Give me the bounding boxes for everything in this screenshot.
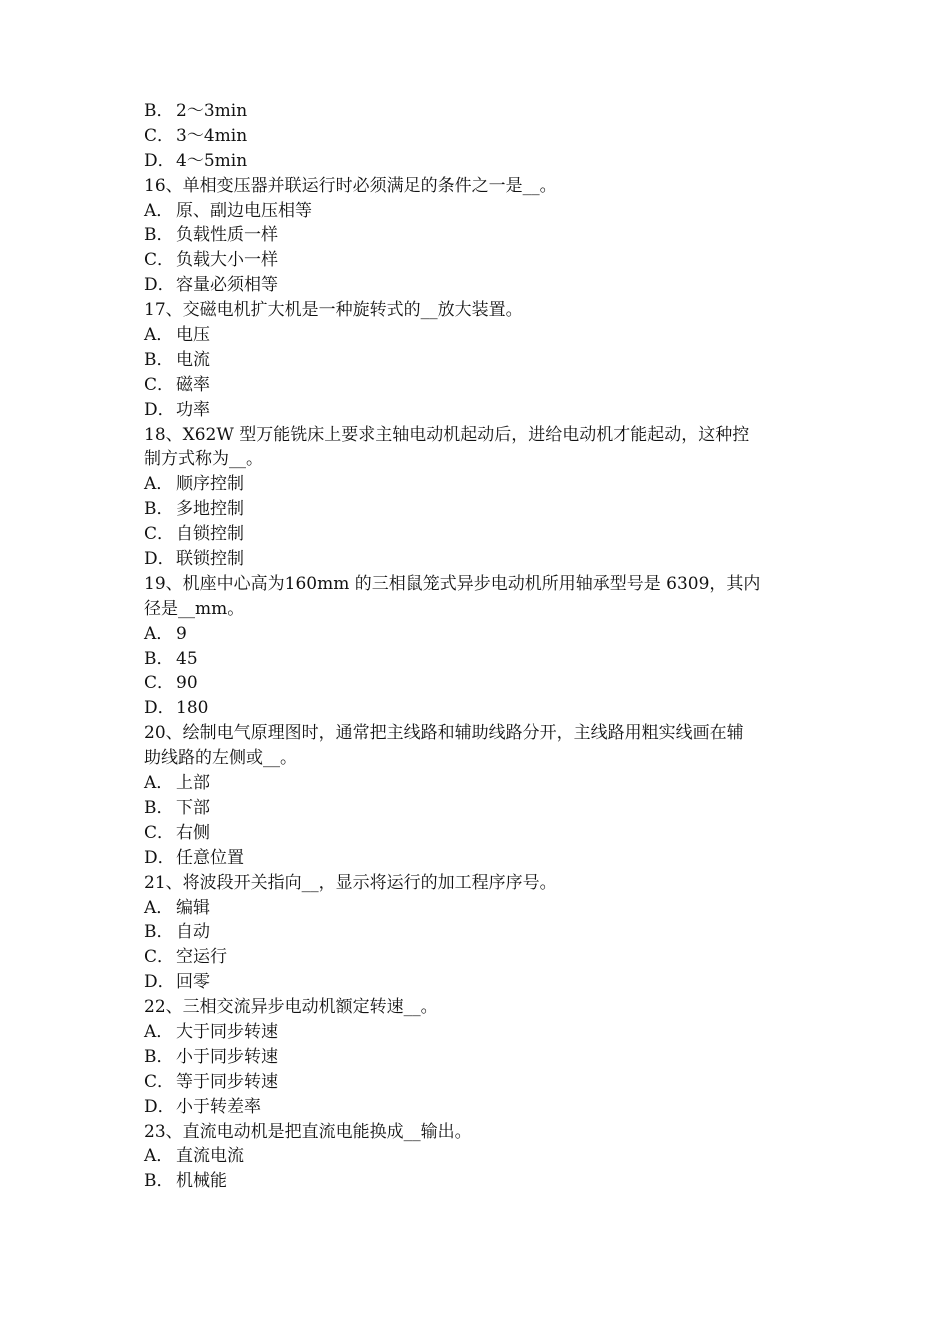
answer-option [144,696,814,721]
option-letter: C． [144,947,175,968]
option-text: 4～5min [176,150,248,171]
option-text: 多地控制 [176,499,244,520]
answer-option [144,1070,814,1095]
answer-option [144,497,814,522]
option-text: 机械能 [176,1171,227,1192]
answer-option [144,248,814,273]
option-text: 直流电流 [176,1146,244,1167]
option-letter: C． [144,250,175,271]
answer-option [144,647,814,672]
answer-option [144,622,814,647]
option-text: 小于同步转速 [176,1046,278,1067]
question-text: 制方式称为__。 [144,449,263,470]
option-text: 右侧 [176,822,210,843]
option-text: 负载性质一样 [176,225,278,246]
option-letter: B． [144,499,174,520]
option-letter: D． [144,275,175,296]
answer-option [144,796,814,821]
option-letter: B． [144,922,174,943]
option-text: 电流 [176,349,210,370]
option-text: 功率 [176,399,210,420]
option-letter: A． [144,623,174,644]
option-letter: A． [144,474,174,495]
option-letter: B． [144,797,174,818]
answer-option [144,1020,814,1045]
option-letter: A． [144,1146,174,1167]
answer-option [144,920,814,945]
answer-option [144,671,814,696]
answer-option [144,522,814,547]
exam-content [144,99,814,1194]
option-text: 顺序控制 [176,474,244,495]
option-letter: C． [144,1071,175,1092]
question-text: 22、三相交流异步电动机额定转速__。 [144,997,438,1018]
answer-option [144,199,814,224]
option-letter: C． [144,374,175,395]
question-text: 径是__mm。 [144,598,245,619]
option-text: 磁率 [176,374,210,395]
option-letter: A． [144,1021,174,1042]
option-letter: D． [144,399,175,420]
answer-option [144,223,814,248]
answer-option [144,149,814,174]
answer-option [144,348,814,373]
option-letter: D． [144,847,175,868]
option-letter: A． [144,200,174,221]
option-letter: C． [144,822,175,843]
option-text: 联锁控制 [176,549,244,570]
answer-option [144,398,814,423]
option-text: 电压 [176,325,210,346]
question-text: 17、交磁电机扩大机是一种旋转式的__放大装置。 [144,300,523,321]
option-text: 下部 [176,797,210,818]
answer-option [144,323,814,348]
answer-option [144,1095,814,1120]
question-text: 18、X62W 型万能铣床上要求主轴电动机起动后，进给电动机才能起动，这种控 [144,424,750,445]
answer-option [144,846,814,871]
option-text: 3～4min [176,125,248,146]
option-letter: C． [144,125,175,146]
option-text: 空运行 [176,947,227,968]
option-text: 自动 [176,922,210,943]
option-text: 编辑 [176,897,210,918]
question-text: 20、绘制电气原理图时，通常把主线路和辅助线路分开，主线路用粗实线画在辅 [144,723,744,744]
option-text: 90 [176,673,198,694]
option-text: 自锁控制 [176,524,244,545]
option-letter: D． [144,549,175,570]
option-text: 回零 [176,972,210,993]
answer-option [144,273,814,298]
option-text: 9 [176,623,187,644]
option-text: 任意位置 [176,847,244,868]
answer-option [144,1144,814,1169]
question-text: 16、单相变压器并联运行时必须满足的条件之一是__。 [144,175,557,196]
question-text: 23、直流电动机是把直流电能换成__输出。 [144,1121,472,1142]
option-letter: D． [144,698,175,719]
question-text: 助线路的左侧或__。 [144,748,297,769]
option-text: 45 [176,648,198,669]
answer-option [144,373,814,398]
option-letter: B． [144,1046,174,1067]
option-letter: B． [144,225,174,246]
option-letter: B． [144,101,174,121]
option-text: 原、副边电压相等 [176,200,312,221]
question-text: 21、将波段开关指向__，显示将运行的加工程序序号。 [144,872,557,893]
option-text: 容量必须相等 [176,275,278,296]
option-text: 负载大小一样 [176,250,278,271]
option-text: 180 [176,698,209,719]
answer-option [144,970,814,995]
option-letter: D． [144,972,175,993]
answer-option [144,896,814,921]
option-letter: D． [144,150,175,171]
answer-option [144,547,814,572]
answer-option [144,1169,814,1194]
answer-option [144,99,814,124]
option-letter: C． [144,673,175,694]
question-text: 19、机座中心高为160mm 的三相鼠笼式异步电动机所用轴承型号是 6309，其内 [144,573,761,594]
answer-option [144,945,814,970]
option-text: 小于转差率 [176,1096,261,1117]
option-letter: B． [144,1171,174,1192]
answer-option [144,472,814,497]
answer-option [144,1045,814,1070]
option-letter: C． [144,524,175,545]
option-letter: A． [144,325,174,346]
option-letter: A． [144,773,174,794]
option-text: 等于同步转速 [176,1071,278,1092]
option-text: 2～3min [176,101,248,121]
option-text: 大于同步转速 [176,1021,278,1042]
answer-option [144,124,814,149]
option-letter: A． [144,897,174,918]
answer-option [144,821,814,846]
answer-option [144,771,814,796]
option-text: 上部 [176,773,210,794]
option-letter: B． [144,349,174,370]
option-letter: B． [144,648,174,669]
option-letter: D． [144,1096,175,1117]
